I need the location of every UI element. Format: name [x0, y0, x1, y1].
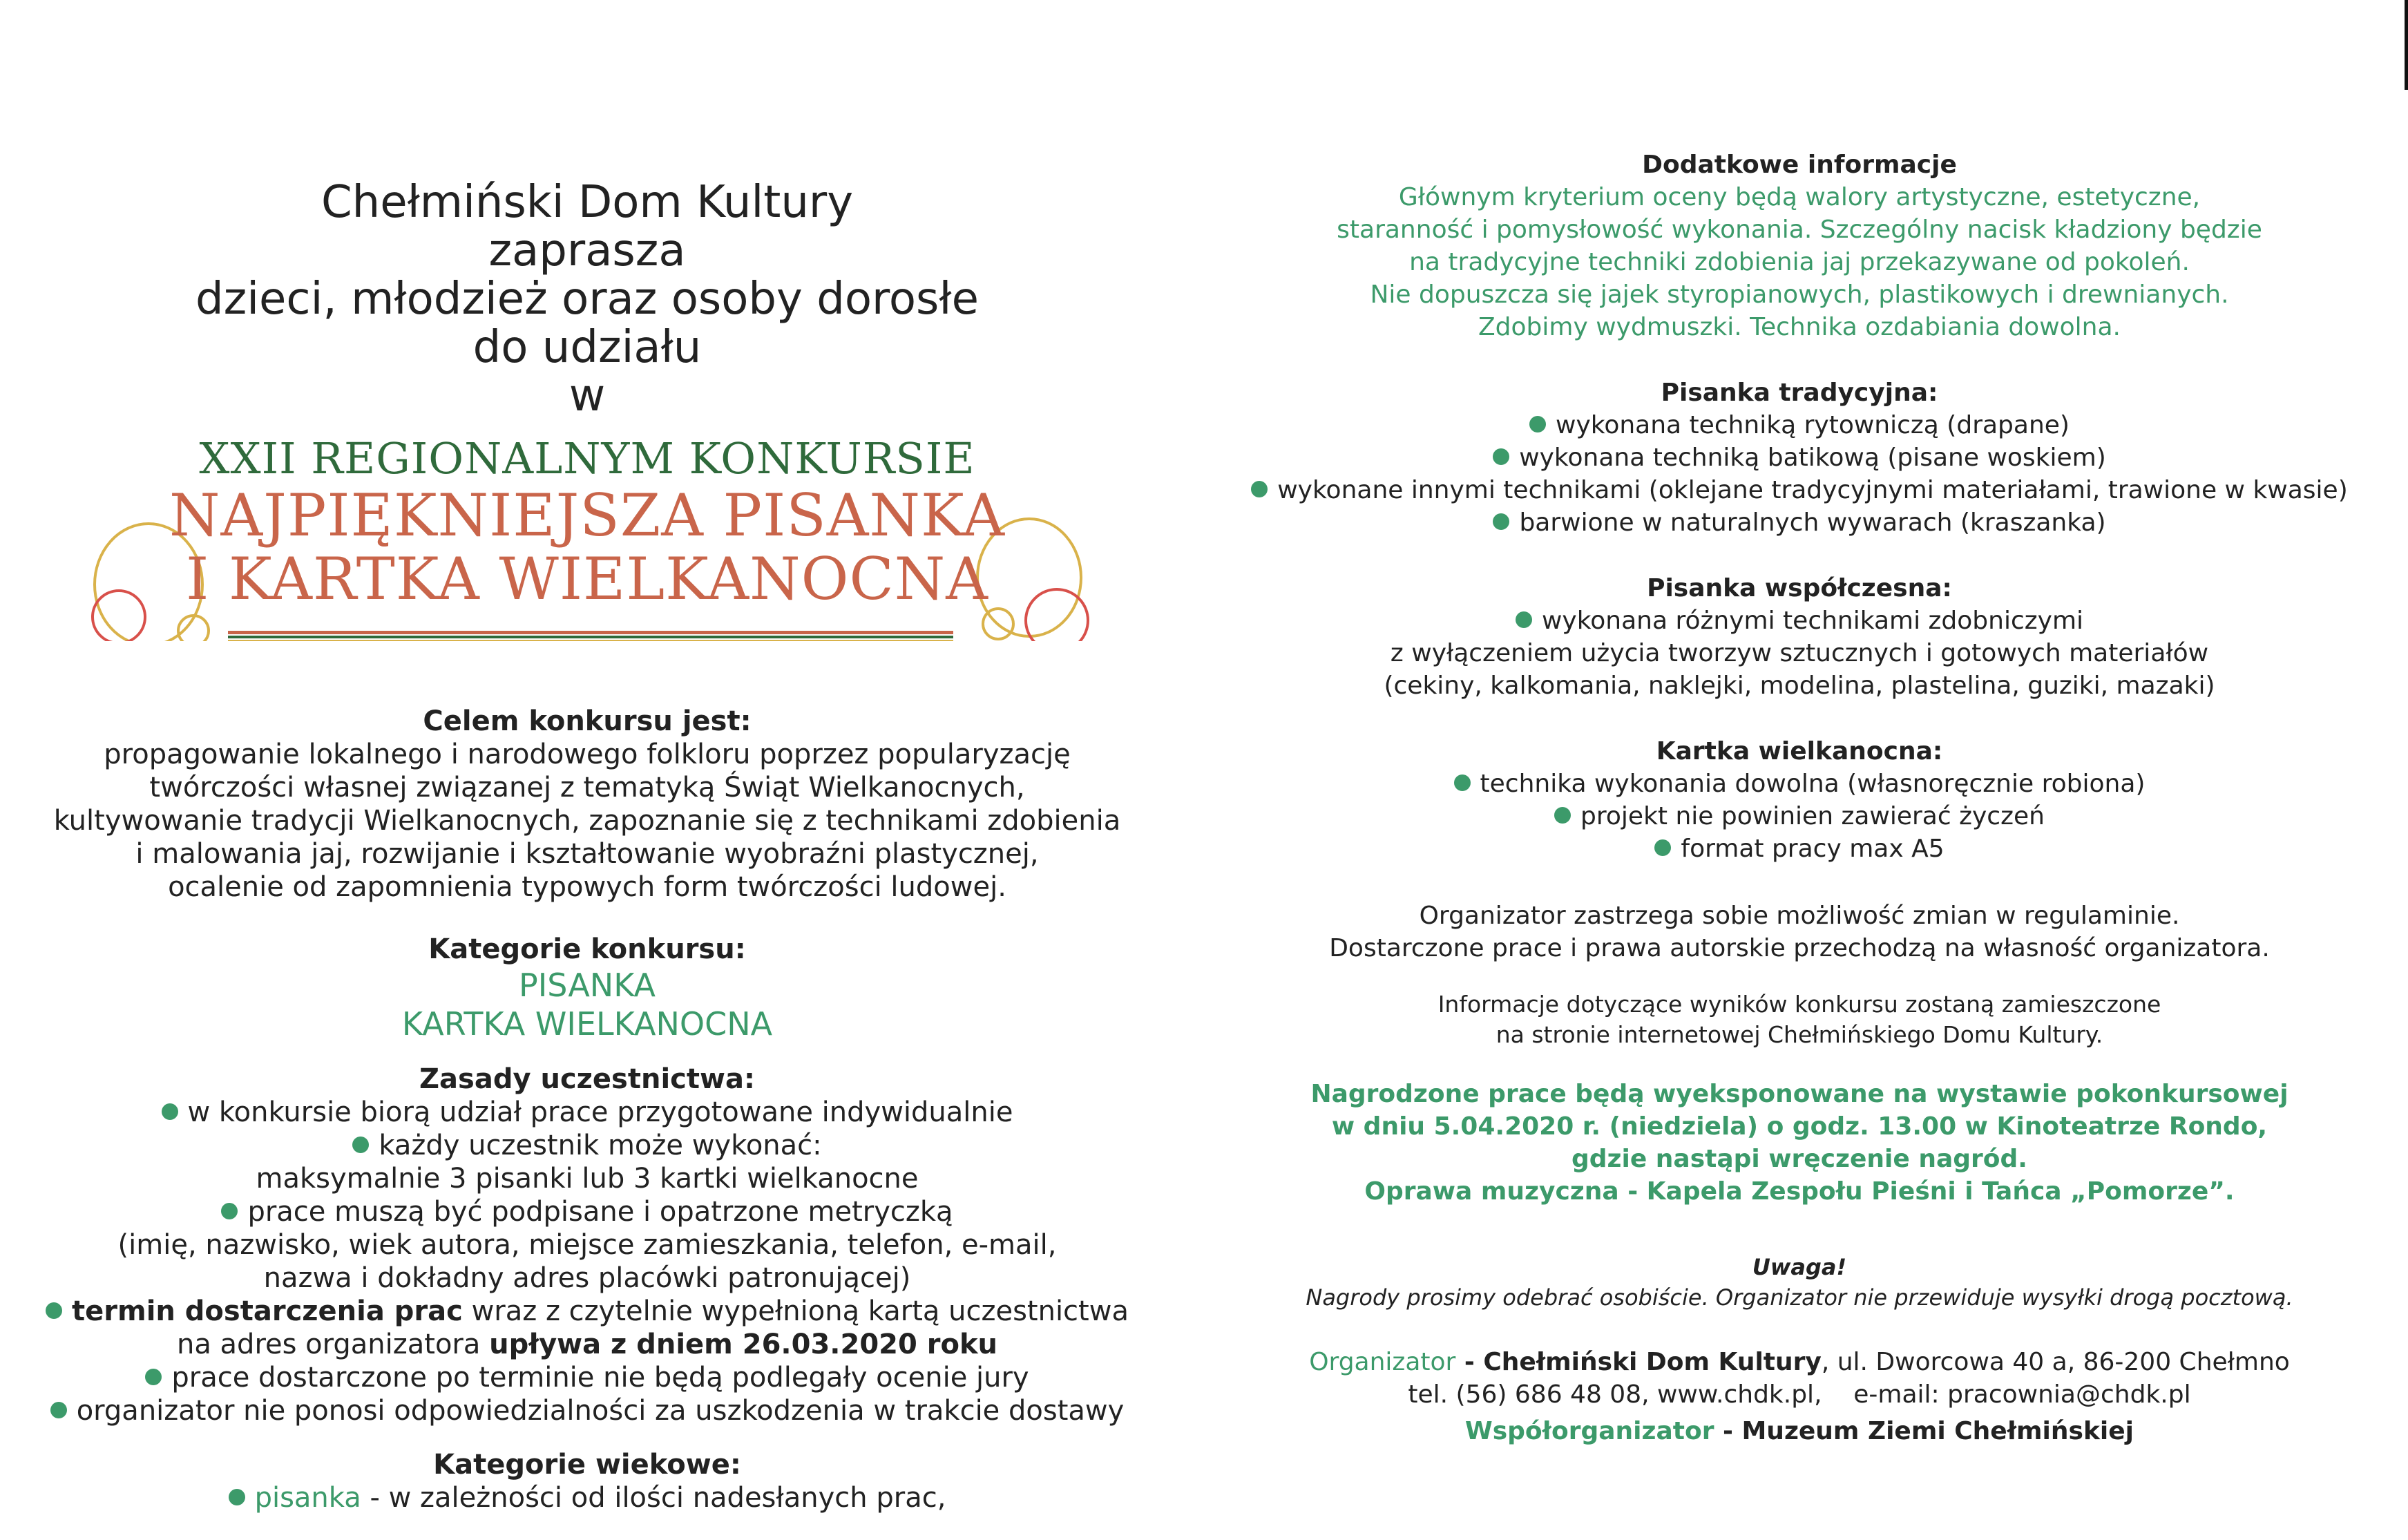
easter-card-item: technika wykonania dowolna (własnoręcznie robiona): [1216, 768, 2383, 800]
bullet-icon: [162, 1103, 178, 1120]
additional-info-line: na tradycyjne techniki zdobienia jaj przekazywane od pokoleń.: [1409, 248, 2190, 276]
notice-heading: Uwaga!: [1752, 1254, 1847, 1280]
bullet-icon: [1493, 513, 1509, 530]
additional-info-line: Zdobimy wydmuszki. Technika ozdabiania dowolna.: [1478, 313, 2121, 341]
page-edge-mark: [2405, 0, 2408, 90]
modern-egg-heading: Pisanka współczesna:: [1647, 574, 1952, 602]
easter-card-item: projekt nie powinien zawierać życzeń: [1216, 800, 2383, 833]
goal-line: propagowanie lokalnego i narodowego folkloru poprzez popularyzację: [104, 739, 1071, 770]
left-column: [0, 0, 1174, 1514]
bullet-icon: [1493, 448, 1509, 465]
contact-line: tel. (56) 686 48 08, www.chdk.pl, e-mail: pracownia@chdk.pl: [1408, 1380, 2191, 1409]
awards-info: gdzie nastąpi wręczenie nagród.: [1571, 1145, 2027, 1173]
bullet-icon: [1251, 481, 1268, 497]
bullet-icon: [221, 1203, 238, 1219]
contest-edition: XXII REGIONALNYM KONKURSIE: [199, 433, 975, 484]
bullet-icon: [1454, 774, 1471, 791]
organizer-note: Organizator zastrzega sobie możliwość zmian w regulaminie.: [1419, 902, 2180, 930]
modern-egg-item: wykonana różnymi technikami zdobniczymi: [1216, 605, 2383, 637]
categories-heading: Kategorie konkursu:: [428, 933, 746, 965]
modern-egg-line: z wyłączeniem użycia tworzyw sztucznych i gotowych materiałów: [1390, 639, 2209, 667]
notice-text: Nagrody prosimy odebrać osobiście. Organizator nie przewiduje wysyłki drogą pocztową.: [1306, 1284, 2293, 1311]
easter-card-heading: Kartka wielkanocna:: [1656, 737, 1943, 766]
traditional-egg-item: wykonana techniką batikową (pisane woskiem): [1216, 441, 2383, 474]
rule-item: każdy uczestnik może wykonać:: [0, 1129, 1174, 1162]
category-pisanka: PISANKA: [518, 967, 656, 1004]
additional-info-heading: Dodatkowe informacje: [1642, 151, 1957, 179]
intro-audience: dzieci, młodzież oraz osoby dorosłe: [195, 274, 979, 325]
results-info: na stronie internetowej Chełmińskiego Domu Kultury.: [1496, 1021, 2103, 1048]
contest-name-line2: I KARTKA WIELKANOCNA: [186, 545, 988, 613]
rule-line: na adres organizatora upływa z dniem 26.03.2020 roku: [176, 1329, 998, 1360]
bullet-icon: [46, 1302, 62, 1319]
traditional-egg-heading: Pisanka tradycyjna:: [1661, 379, 1938, 407]
category-kartka: KARTKA WIELKANOCNA: [401, 1005, 773, 1043]
traditional-egg-item: barwione w naturalnych wywarach (kraszanka): [1216, 506, 2383, 539]
rule-line: (imię, nazwisko, wiek autora, miejsce zamieszkania, telefon, e-mail,: [117, 1229, 1057, 1261]
traditional-egg-item: wykonane innymi technikami (oklejane tradycyjnymi materiałami, trawione w kwasie): [1216, 474, 2383, 506]
traditional-egg-item: wykonana techniką rytowniczą (drapane): [1216, 409, 2383, 441]
contest-title-banner: [0, 420, 1174, 641]
intro-in: w: [568, 370, 606, 421]
additional-info-line: Nie dopuszcza się jajek styropianowych, plastikowych i drewnianych.: [1370, 281, 2229, 309]
rule-item: termin dostarczenia prac wraz z czytelnie wypełnioną kartą uczestnictwa: [0, 1295, 1174, 1328]
organizer-note: Dostarczone prace i prawa autorskie przechodzą na własność organizatora.: [1329, 934, 2270, 962]
bullet-icon: [1554, 807, 1571, 824]
bullet-icon: [50, 1402, 67, 1418]
rule-line: maksymalnie 3 pisanki lub 3 kartki wielkanocne: [256, 1163, 919, 1195]
intro-participation: do udziału: [472, 322, 702, 373]
awards-info: Nagrodzone prace będą wyeksponowane na wystawie pokonkursowej: [1310, 1080, 2288, 1108]
title-underline-stripes: [228, 631, 953, 641]
rule-item: w konkursie biorą udział prace przygotowane indywidualnie: [0, 1096, 1174, 1129]
goal-line: kultywowanie tradycji Wielkanocnych, zapoznanie się z technikami zdobienia: [53, 805, 1121, 837]
rule-line: nazwa i dokładny adres placówki patronującej): [263, 1262, 911, 1294]
bullet-icon: [1516, 611, 1532, 628]
rule-item: prace dostarczone po terminie nie będą podlegały ocenie jury: [0, 1361, 1174, 1394]
goal-heading: Celem konkursu jest:: [423, 705, 752, 737]
bullet-icon: [145, 1369, 162, 1385]
goal-line: ocalenie od zapomnienia typowych form twórczości ludowej.: [168, 871, 1006, 903]
awards-info: Oprawa muzyczna - Kapela Zespołu Pieśni i Tańca „Pomorze”.: [1364, 1177, 2235, 1206]
modern-egg-line: (cekiny, kalkomania, naklejki, modelina, plastelina, guziki, mazaki): [1384, 672, 2215, 700]
results-info: Informacje dotyczące wyników konkursu zostaną zamieszczone: [1437, 991, 2161, 1018]
easter-card-item: format pracy max A5: [1216, 833, 2383, 865]
bullet-icon: [352, 1137, 369, 1153]
co-organizer-line: Współorganizator - Muzeum Ziemi Chełmińskiej: [1465, 1417, 2134, 1445]
goal-line: twórczości własnej związanej z tematyką Świąt Wielkanocnych,: [149, 772, 1025, 804]
bullet-icon: [229, 1489, 245, 1505]
age-category-item: pisanka - w zależności od ilości nadesłanych prac,: [0, 1481, 1174, 1514]
intro-invites: zaprasza: [488, 225, 686, 276]
organizer-line: Organizator - Chełmiński Dom Kultury, ul. Dworcowa 40 a, 86-200 Chełmno: [1309, 1348, 2290, 1376]
intro-organizer: Chełmiński Dom Kultury: [321, 177, 854, 228]
age-categories-heading: Kategorie wiekowe:: [433, 1449, 741, 1481]
right-column: [1216, 0, 2383, 1447]
rule-item: organizator nie ponosi odpowiedzialności za uszkodzenia w trakcie dostawy: [0, 1394, 1174, 1427]
bullet-icon: [1529, 416, 1546, 432]
rule-item: prace muszą być podpisane i opatrzone metryczką: [0, 1195, 1174, 1228]
awards-info: w dniu 5.04.2020 r. (niedziela) o godz. 13.00 w Kinoteatrze Rondo,: [1331, 1112, 2268, 1141]
bullet-icon: [1654, 839, 1671, 856]
additional-info-line: Głównym kryterium oceny będą walory artystyczne, estetyczne,: [1398, 183, 2201, 211]
rules-heading: Zasady uczestnictwa:: [419, 1063, 755, 1095]
goal-line: i malowania jaj, rozwijanie i kształtowanie wyobraźni plastycznej,: [135, 838, 1039, 870]
contest-name-line1: NAJPIĘKNIEJSZA PISANKA: [169, 482, 1005, 549]
additional-info-line: staranność i pomysłowość wykonania. Szczególny nacisk kładziony będzie: [1337, 216, 2262, 244]
